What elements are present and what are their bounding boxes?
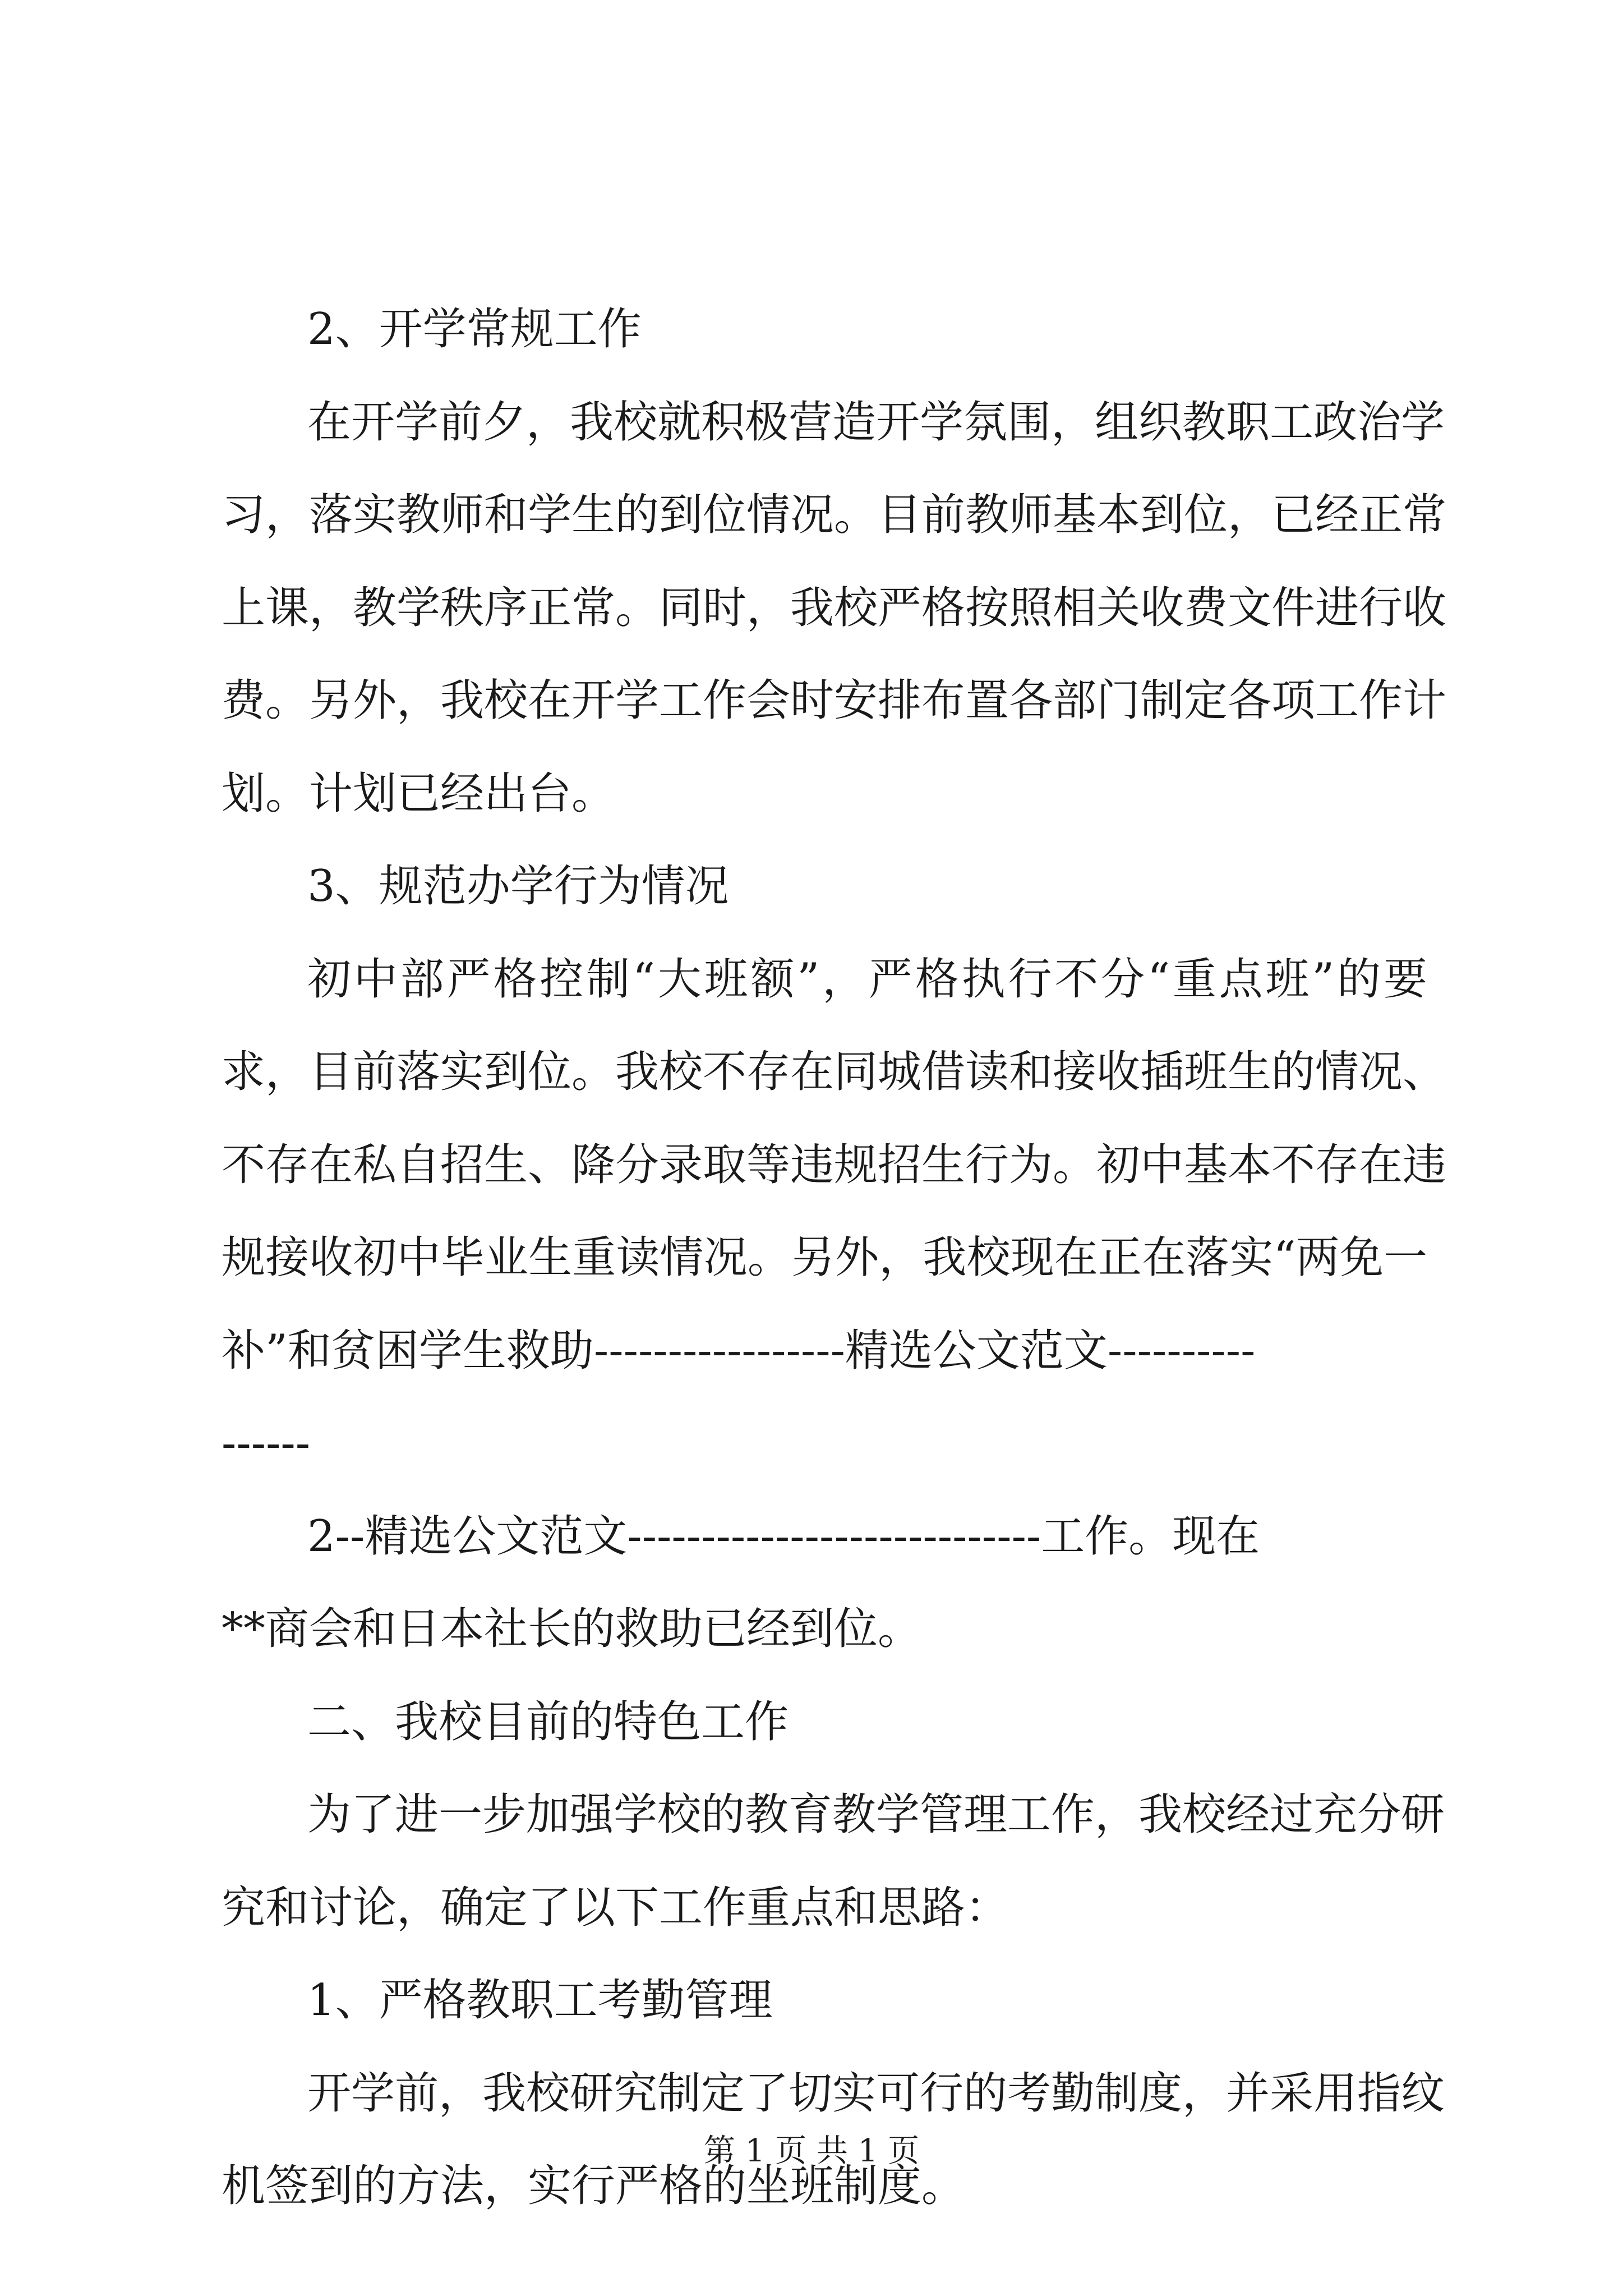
- document-body: [222, 304, 1447, 2257]
- paragraph-line: 补”和贫困学生救助-----------------精选公文范文----------: [222, 1325, 1256, 1376]
- paragraph-line: 开学前，我校研究制定了切实可行的考勤制度，并采用指纹: [307, 2068, 1445, 2119]
- section-heading: 二、我校目前的特色工作: [307, 1696, 789, 1747]
- section-heading: 3、规范办学行为情况: [307, 861, 729, 912]
- paragraph-line: 机签到的方法，实行严格的坐班制度。: [222, 2161, 966, 2211]
- paragraph-line: 规接收初中毕业生重读情况。另外，我校现在正在落实“两免一: [222, 1232, 1427, 1283]
- paragraph-line: 初中部严格控制“大班额”，严格执行不分“重点班”的要: [307, 954, 1427, 1005]
- paragraph-line: 上课，教学秩序正常。同时，我校严格按照相关收费文件进行收: [222, 582, 1447, 633]
- paragraph-line: 求，目前落实到位。我校不存在同城借读和接收插班生的情况、: [222, 1047, 1447, 1097]
- paragraph-line: 费。另外，我校在开学工作会时安排布置各部门制定各项工作计: [222, 675, 1447, 726]
- paragraph-line: 在开学前夕，我校就积极营造开学氛围，组织教职工政治学: [307, 397, 1445, 448]
- paragraph-line: **商会和日本社长的救助已经到位。: [222, 1604, 922, 1654]
- section-heading: 2、开学常规工作: [307, 304, 642, 355]
- page-footer: 第 1 页 共 1 页: [703, 2133, 920, 2169]
- paragraph-line: 2--精选公文范文----------------------------工作。现在: [307, 1511, 1260, 1562]
- paragraph-line: 究和讨论，确定了以下工作重点和思路：: [222, 1882, 1009, 1933]
- paragraph-line: 不存在私自招生、降分录取等违规招生行为。初中基本不存在违: [222, 1139, 1447, 1190]
- paragraph-line: 划。计划已经出台。: [222, 768, 616, 819]
- paragraph-line: 习，落实教师和学生的到位情况。目前教师基本到位，已经正常: [222, 490, 1447, 540]
- paragraph-line: ------: [222, 1418, 311, 1469]
- section-heading: 1、严格教职工考勤管理: [307, 1975, 773, 2026]
- paragraph-line: 为了进一步加强学校的教育教学管理工作，我校经过充分研: [307, 1789, 1445, 1840]
